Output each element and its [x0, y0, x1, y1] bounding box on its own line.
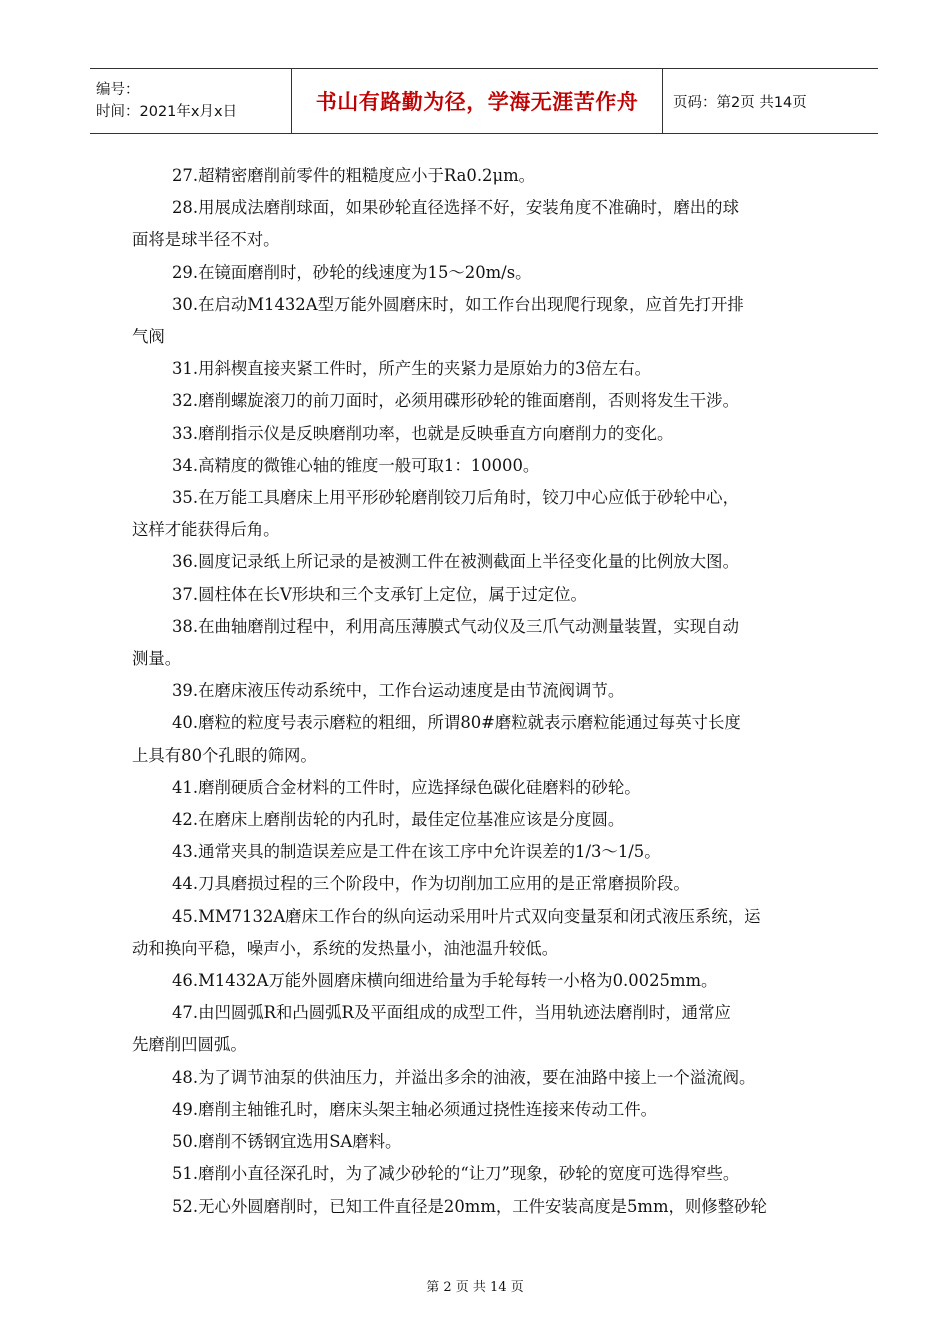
item-continuation-line: 测量。: [132, 649, 182, 669]
item-first-line: 45.MM7132A磨床工作台的纵向运动采用叶片式双向变量泵和闭式液压系统，运: [172, 906, 761, 926]
header-page-cell: [663, 69, 878, 133]
list-item: [132, 836, 837, 868]
item-first-line: 52.无心外圆磨削时，已知工件直径是20mm，工件安装高度是5mm，则修整砂轮: [172, 1196, 767, 1216]
list-item: [132, 965, 837, 997]
time-label: 时间：2021年x月x日: [96, 104, 238, 120]
motto-text: 书山有路勤为径，学海无涯苦作舟: [315, 90, 639, 114]
item-first-line: 27.超精密磨削前零件的粗糙度应小于Ra0.2μm。: [172, 166, 536, 185]
item-first-line: 37.圆柱体在长V形块和三个支承钉上定位，属于过定位。: [172, 584, 587, 604]
item-continuation-line: 上具有80个孔眼的筛网。: [132, 745, 317, 765]
item-first-line: 41.磨削硬质合金材料的工件时，应选择绿色碳化硅磨料的砂轮。: [172, 777, 641, 797]
item-continuation-line: 动和换向平稳，噪声小，系统的发热量小，油池温升较低。: [132, 938, 559, 958]
item-first-line: 33.磨削指示仪是反映磨削功率，也就是反映垂直方向磨削力的变化。: [172, 423, 674, 443]
item-first-line: 46.M1432A万能外圆磨床横向细进给量为手轮每转一小格为0.0025mm。: [172, 971, 718, 991]
list-item: [132, 1158, 837, 1190]
item-first-line: 35.在万能工具磨床上用平形砂轮磨削铰刀后角时，铰刀中心应低于砂轮中心，: [172, 488, 739, 508]
list-item: [132, 1126, 837, 1158]
list-item: [132, 868, 837, 900]
item-first-line: 28.用展成法磨削球面，如果砂轮直径选择不好，安装角度不准确时，磨出的球: [172, 198, 739, 218]
list-item: [132, 289, 837, 353]
header-info: [90, 69, 291, 133]
list-item: [132, 160, 837, 192]
item-continuation-line: 这样才能获得后角。: [132, 520, 280, 540]
list-item: [132, 385, 837, 417]
list-item: [132, 1191, 837, 1223]
list-item: [132, 997, 837, 1061]
item-first-line: 51.磨削小直径深孔时，为了减少砂轮的“让刀”现象，砂轮的宽度可选得窄些。: [172, 1164, 740, 1184]
document-body: [132, 160, 837, 1223]
list-item: [132, 901, 837, 965]
item-first-line: 36.圆度记录纸上所记录的是被测工件在被测截面上半径变化量的比例放大图。: [172, 552, 739, 572]
page-label: 页码：第2页 共14页: [673, 94, 807, 111]
item-first-line: 31.用斜楔直接夹紧工件时，所产生的夹紧力是原始力的3倍左右。: [172, 359, 652, 379]
list-item: [132, 418, 837, 450]
list-item: [132, 579, 837, 611]
item-first-line: 30.在启动M1432A型万能外圆磨床时，如工作台出现爬行现象，应首先打开排: [172, 294, 744, 314]
list-item: [132, 192, 837, 256]
item-first-line: 44.刀具磨损过程的三个阶段中，作为切削加工应用的是正常磨损阶段。: [172, 874, 690, 894]
list-item: [132, 611, 837, 675]
item-first-line: 40.磨粒的粒度号表示磨粒的粗细，所谓80#磨粒就表示磨粒能通过每英寸长度: [172, 713, 741, 733]
list-item: [132, 450, 837, 482]
item-first-line: 32.磨削螺旋滚刀的前刀面时，必须用碟形砂轮的锥面磨削，否则将发生干涉。: [172, 391, 739, 411]
list-item: [132, 675, 837, 707]
item-first-line: 29.在镜面磨削时，砂轮的线速度为15～20m/s。: [172, 262, 532, 282]
item-first-line: 38.在曲轴磨削过程中，利用高压薄膜式气动仪及三爪气动测量装置，实现自动: [172, 616, 739, 636]
item-first-line: 50.磨削不锈钢宜选用SA磨料。: [172, 1132, 402, 1152]
list-item: [132, 707, 837, 771]
item-first-line: 42.在磨床上磨削齿轮的内孔时，最佳定位基准应该是分度圆。: [172, 810, 625, 830]
item-first-line: 49.磨削主轴锥孔时，磨床头架主轴必须通过挠性连接来传动工件。: [172, 1099, 658, 1119]
list-item: [132, 482, 837, 546]
list-item: [132, 257, 837, 289]
item-first-line: 47.由凹圆弧R和凸圆弧R及平面组成的成型工件，当用轨迹法磨削时，通常应: [172, 1003, 731, 1023]
page-header: [90, 68, 878, 134]
list-item: [132, 1094, 837, 1126]
list-item: [132, 353, 837, 385]
number-label: 编号：: [96, 82, 140, 98]
page-footer: 第 2 页 共 14 页: [426, 1280, 524, 1295]
item-continuation-line: 先磨削凹圆弧。: [132, 1035, 247, 1055]
item-first-line: 48.为了调节油泵的供油压力，并溢出多余的油液，要在油路中接上一个溢流阀。: [172, 1067, 756, 1087]
list-item: [132, 804, 837, 836]
item-first-line: 34.高精度的微锥心轴的锥度一般可取1：10000。: [172, 455, 540, 475]
list-item: [132, 772, 837, 804]
item-first-line: 39.在磨床液压传动系统中，工作台运动速度是由节流阀调节。: [172, 681, 625, 701]
item-continuation-line: 气阀: [132, 327, 165, 347]
item-first-line: 43.通常夹具的制造误差应是工件在该工序中允许误差的1/3～1/5。: [172, 842, 661, 862]
item-continuation-line: 面将是球半径不对。: [132, 230, 280, 250]
list-item: [132, 1062, 837, 1094]
list-item: [132, 546, 837, 578]
header-motto-cell: [291, 69, 663, 133]
